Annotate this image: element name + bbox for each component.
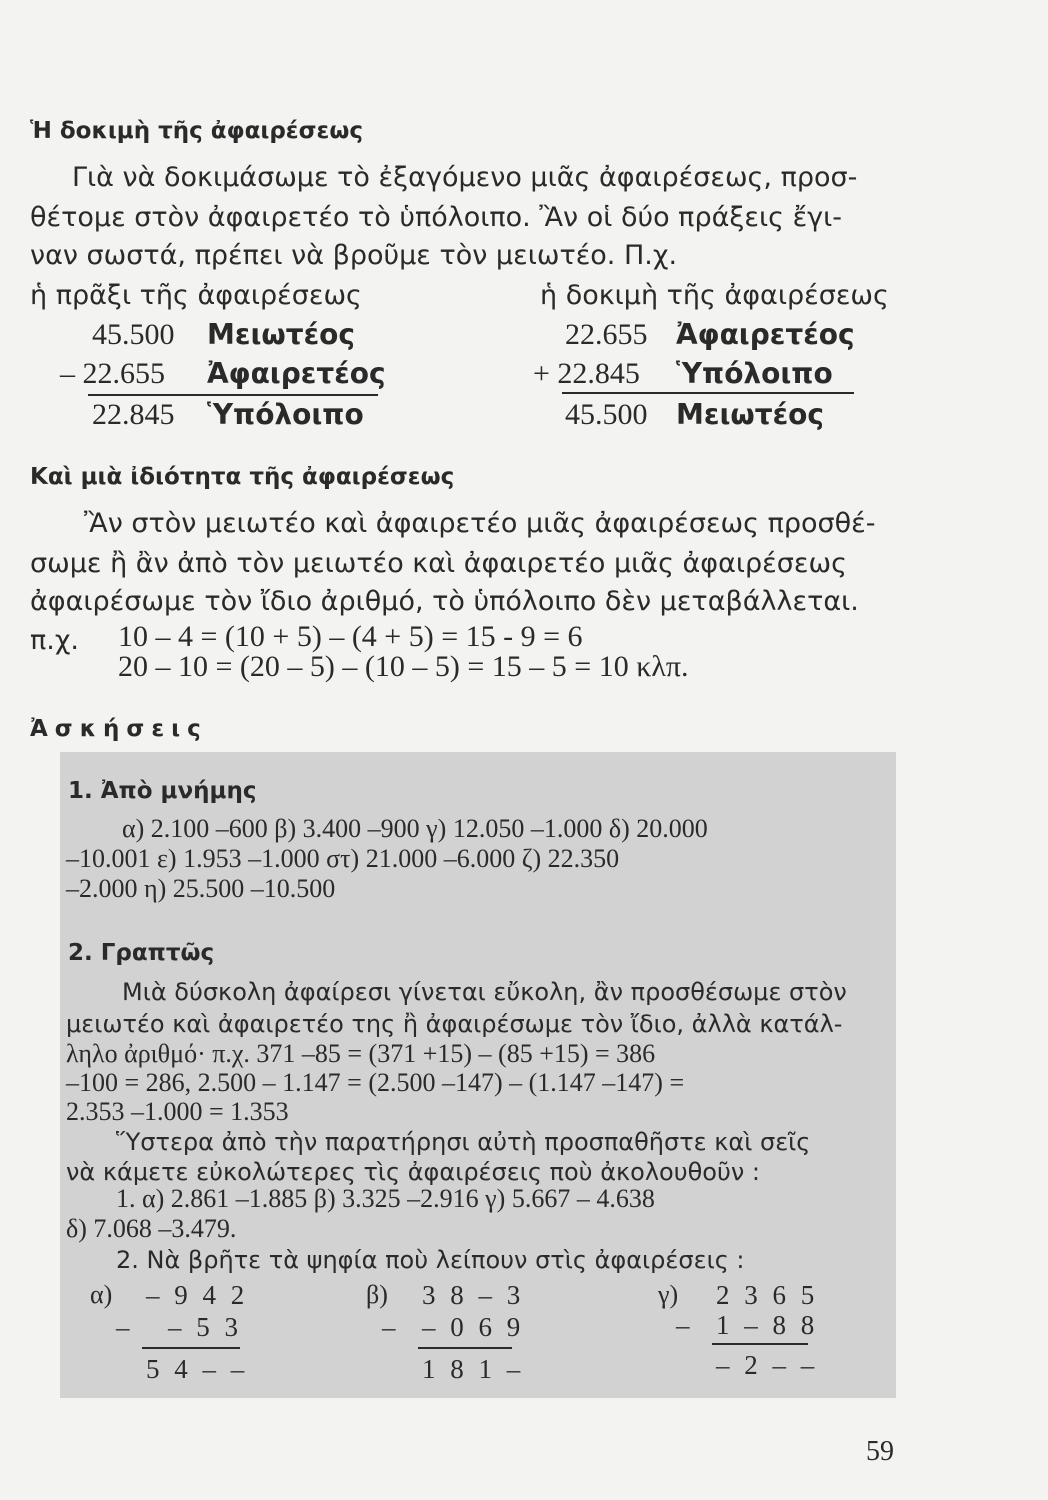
missing-top: – 9 4 2 xyxy=(146,1280,249,1310)
exercise-line: δ) 7.068 –3.479. xyxy=(66,1214,237,1243)
missing-minus: – xyxy=(382,1312,400,1342)
missing-result: – 2 – – xyxy=(716,1350,819,1380)
calc-number: 22.845 xyxy=(92,398,175,431)
example-label: π.χ. xyxy=(30,625,80,656)
exercise-title: 1. Ἀπὸ μνήμης xyxy=(68,778,257,804)
exercise-line: –100 = 286, 2.500 – 1.147 = (2.500 –147) – (1.147 –147) = xyxy=(66,1068,685,1097)
paragraph-line: ἀφαιρέσωμε τὸν ἴδιο ἀριθμό, τὸ ὑπόλοιπο δὲν μεταβάλλεται. xyxy=(30,586,859,617)
calc-number: – 22.655 xyxy=(60,357,165,390)
equation: 10 – 4 = (10 + 5) – (4 + 5) = 15 - 9 = 6 xyxy=(118,620,583,653)
exercise-line: 2. Νὰ βρῆτε τὰ ψηφία ποὺ λείπουν στὶς ἀφαιρέσεις : xyxy=(116,1246,745,1274)
exercise-line: Ὕστερα ἀπὸ τὴν παρατήρησι αὐτὴ προσπαθῆστε καὶ σεῖς xyxy=(116,1128,811,1156)
missing-minus: – xyxy=(116,1312,134,1342)
missing-label: β) xyxy=(366,1280,388,1309)
page-number: 59 xyxy=(866,1436,894,1467)
exercise-title: 2. Γραπτῶς xyxy=(68,940,215,966)
calc-label: Μειωτέος xyxy=(207,318,355,351)
missing-sub: 1 – 8 8 xyxy=(716,1310,819,1340)
exercise-line: 2.353 –1.000 = 1.353 xyxy=(66,1097,289,1126)
missing-label: α) xyxy=(90,1280,113,1309)
calc-label: Ὑπόλοιπο xyxy=(207,398,364,431)
sum-line xyxy=(418,1347,512,1349)
paragraph-line: Ἂν στὸν μειωτέο καὶ ἀφαιρετέο μιᾶς ἀφαιρέσεως προσθέ- xyxy=(84,508,876,539)
sum-line xyxy=(712,1343,808,1345)
missing-label: γ) xyxy=(658,1280,679,1309)
exercise-line: –2.000 η) 25.500 –10.500 xyxy=(66,874,336,903)
missing-top: 3 8 – 3 xyxy=(422,1280,525,1310)
exercise-line: ληλο ἀριθμό· π.χ. 371 –85 = (371 +15) – (85 +15) = 386 xyxy=(66,1039,656,1068)
example-left-title: ἡ πρᾶξι τῆς ἀφαιρέσεως xyxy=(30,280,362,311)
missing-top: 2 3 6 5 xyxy=(716,1280,819,1310)
calc-number: 45.500 xyxy=(565,398,648,431)
missing-minus: – xyxy=(676,1310,694,1340)
section-heading-test: Ἡ δοκιμὴ τῆς ἀφαιρέσεως xyxy=(30,118,363,144)
missing-sub: – 0 6 9 xyxy=(422,1312,525,1342)
calc-label: Μειωτέος xyxy=(676,398,824,431)
exercise-line: μειωτέο καὶ ἀφαιρετέο της ἢ ἀφαιρέσωμε τὸν ἴδιο, ἀλλὰ κατάλ- xyxy=(66,1010,843,1038)
section-heading-property: Καὶ μιὰ ἰδιότητα τῆς ἀφαιρέσεως xyxy=(30,464,455,490)
calc-number: 45.500 xyxy=(92,318,175,351)
exercise-line: –10.001 ε) 1.953 –1.000 στ) 21.000 –6.000 ζ) 22.350 xyxy=(66,844,620,873)
example-right-title: ἡ δοκιμὴ τῆς ἀφαιρέσεως xyxy=(540,280,889,311)
missing-sub: – 5 3 xyxy=(168,1312,242,1342)
missing-result: 1 8 1 – xyxy=(422,1354,525,1384)
paragraph-line: ναν σωστά, πρέπει νὰ βροῦμε τὸν μειωτέο. Π.χ. xyxy=(30,240,678,271)
exercise-line: 1. α) 2.861 –1.885 β) 3.325 –2.916 γ) 5.667 – 4.638 xyxy=(116,1184,655,1213)
exercise-line: Μιὰ δύσκολη ἀφαίρεσι γίνεται εὔκολη, ἂν προσθέσωμε στὸν xyxy=(122,978,847,1006)
exercises-heading: Ἀσκήσεις xyxy=(30,716,208,742)
sum-line xyxy=(88,394,378,396)
paragraph-line: Γιὰ νὰ δοκιμάσωμε τὸ ἐξαγόμενο μιᾶς ἀφαιρέσεως, προσ- xyxy=(72,162,858,193)
calc-number: + 22.845 xyxy=(533,357,640,390)
calc-label: Ἀφαιρετέος xyxy=(207,357,386,390)
exercise-line: νὰ κάμετε εὐκολώτερες τὶς ἀφαιρέσεις ποὺ ἀκολουθοῦν : xyxy=(66,1158,760,1186)
sum-line xyxy=(562,392,854,394)
calc-number: 22.655 xyxy=(565,318,648,351)
sum-line xyxy=(142,1347,240,1349)
equation: 20 – 10 = (20 – 5) – (10 – 5) = 15 – 5 = 10 κλπ. xyxy=(118,650,689,683)
exercise-line: α) 2.100 –600 β) 3.400 –900 γ) 12.050 –1.000 δ) 20.000 xyxy=(122,814,708,843)
paragraph-line: θέτομε στὸν ἀφαιρετέο τὸ ὑπόλοιπο. Ἂν οἱ δύο πράξεις ἔγι- xyxy=(30,202,843,233)
calc-label: Ἀφαιρετέος xyxy=(676,318,855,351)
missing-result: 5 4 – – xyxy=(146,1354,249,1384)
paragraph-line: σωμε ἢ ἂν ἀπὸ τὸν μειωτέο καὶ ἀφαιρετέο μιᾶς ἀφαιρέσεως xyxy=(30,548,847,579)
calc-label: Ὑπόλοιπο xyxy=(676,357,833,390)
